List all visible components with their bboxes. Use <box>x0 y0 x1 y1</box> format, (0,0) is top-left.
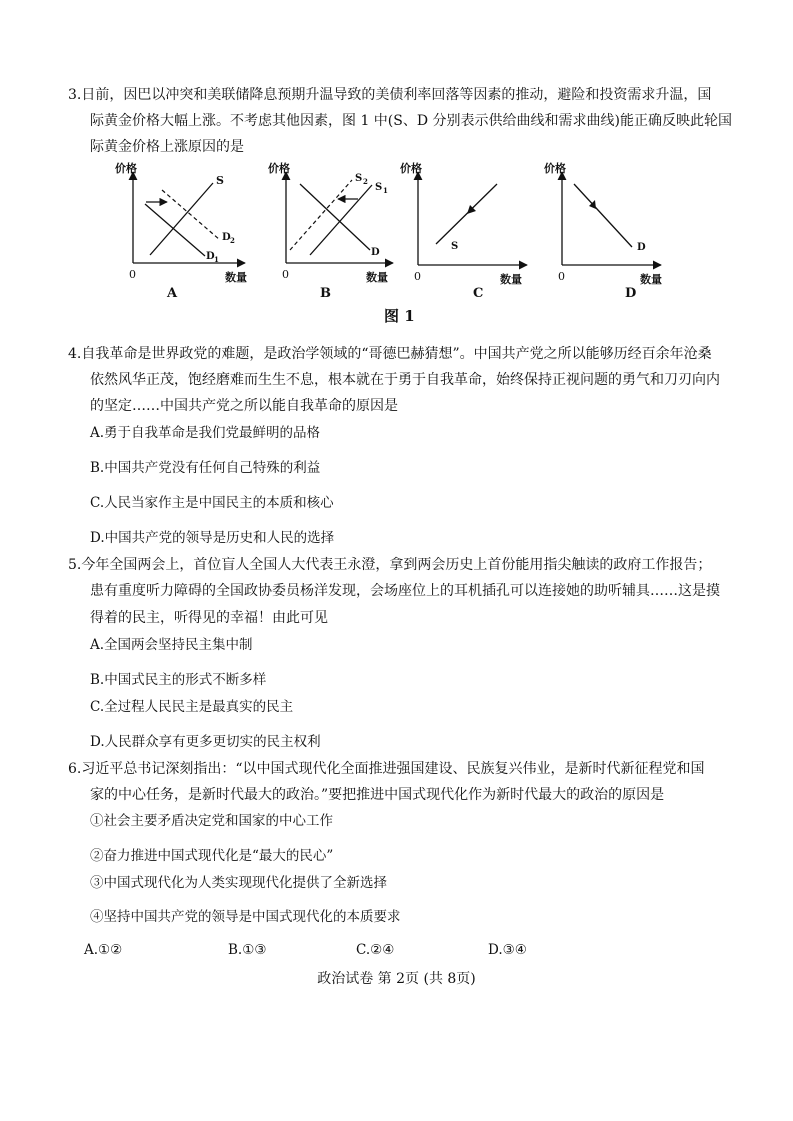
panel-a-label-d2-sub: 2 <box>230 236 235 245</box>
q4-option-a[interactable]: A.勇于自我革命是我们党最鲜明的品格 <box>90 425 321 441</box>
panel-a-supply-curve <box>150 183 213 255</box>
panel-d-origin: 0 <box>558 270 565 283</box>
q5-stem-line1: 5.今年全国两会上，首位盲人全国人大代表王永澄，拿到两会历史上首份能用指尖触读的政府工作报告； <box>68 557 712 573</box>
q6-stem-line1: 6.习近平总书记深刻指出：“以中国式现代化全面推进强国建设、民族复兴伟业，是新时代新征程党和国 <box>68 761 705 777</box>
panel-d-qty-label: 数量 <box>640 273 662 286</box>
q6-statement-1: ①社会主要矛盾决定党和国家的中心工作 <box>90 813 333 829</box>
panel-c-origin: 0 <box>414 270 421 283</box>
q5-stem-line3: 得着的民主，听得见的幸福！由此可见 <box>90 610 328 626</box>
panel-a-origin: 0 <box>129 268 136 281</box>
panel-b-qty-label: 数量 <box>366 271 388 284</box>
panel-d-demand-curve <box>574 184 632 247</box>
panel-b-letter: B <box>320 286 331 301</box>
panel-d-price-label: 价格 <box>544 162 566 175</box>
panel-a-qty-label: 数量 <box>225 271 247 284</box>
panel-a-label-s: S <box>216 174 224 187</box>
panel-b-label-s1: S <box>375 182 383 193</box>
q4-option-d[interactable]: D.中国共产党的领导是历史和人民的选择 <box>90 530 335 546</box>
panel-b-origin: 0 <box>282 268 289 281</box>
q3-stem-line1: 3.日前，因巴以冲突和美联储降息预期升温导致的美债利率回落等因素的推动，避险和投资需求升温，国 <box>68 87 712 103</box>
page-footer: 政治试卷 第 2页 (共 8页) <box>317 971 476 987</box>
q5-option-d[interactable]: D.人民群众享有更多更切实的民主权利 <box>90 734 321 750</box>
q5-option-c[interactable]: C.全过程人民民主是最真实的民主 <box>90 699 294 715</box>
panel-a-demand-d2 <box>162 190 220 240</box>
q6-option-c[interactable]: C.②④ <box>356 942 395 958</box>
q3-stem-line2: 际黄金价格大幅上涨。不考虑其他因素，图 1 中(S、D 分别表示供给曲线和需求曲线)能正确反映此轮国 <box>90 113 732 129</box>
q5-stem-line2: 患有重度听力障碍的全国政协委员杨洋发现，会场座位上的耳机插孔可以连接她的助听辅具……这是摸 <box>90 583 720 599</box>
q4-option-b[interactable]: B.中国共产党没有任何自己特殊的利益 <box>90 460 321 476</box>
q4-stem-line3: 的坚定……中国共产党之所以能自我革命的原因是 <box>90 398 398 414</box>
q5-option-b[interactable]: B.中国式民主的形式不断多样 <box>90 672 267 688</box>
panel-a <box>115 161 247 301</box>
panel-b <box>268 161 393 301</box>
panel-b-label-s2-sub: 2 <box>363 177 368 186</box>
panel-b-supply-s1 <box>310 185 372 255</box>
panel-d-label-d: D <box>637 242 646 253</box>
q3-stem-line3: 际黄金价格上涨原因的是 <box>90 139 244 155</box>
panel-a-label-d1-sub: 1 <box>214 255 219 264</box>
panel-c-supply-curve <box>436 184 497 244</box>
panel-d <box>544 161 662 301</box>
q6-option-a[interactable]: A.①② <box>84 942 123 958</box>
panel-a-label-d2: D <box>222 232 231 243</box>
q6-option-b[interactable]: B.①③ <box>228 942 267 958</box>
panel-c-qty-label: 数量 <box>500 273 522 286</box>
q4-stem-line1: 4.自我革命是世界政党的难题，是政治学领域的“哥德巴赫猜想”。中国共产党之所以能够历经百余年沧桑 <box>68 346 712 362</box>
panel-c <box>400 161 527 301</box>
panel-c-label-s: S <box>451 241 459 252</box>
panel-c-letter: C <box>473 286 484 301</box>
panel-a-letter: A <box>167 286 178 301</box>
q6-statement-4: ④坚持中国共产党的领导是中国式现代化的本质要求 <box>90 909 401 925</box>
q6-statement-3: ③中国式现代化为人类实现现代化提供了全新选择 <box>90 875 387 891</box>
panel-a-price-label: 价格 <box>115 162 137 175</box>
q6-stem-line2: 家的中心任务，是新时代最大的政治。”要把推进中国式现代化作为新时代最大的政治的原因是 <box>90 787 665 803</box>
figure-1-supply-demand <box>0 0 793 330</box>
figure-caption: 图 1 <box>384 307 415 325</box>
panel-c-price-label: 价格 <box>400 162 422 175</box>
panel-b-label-s1-sub: 1 <box>383 186 388 195</box>
q4-stem-line2: 依然风华正茂，饱经磨难而生生不息，根本就在于勇于自我革命，始终保持正视问题的勇气和刀刃向内 <box>90 372 720 388</box>
q6-option-d[interactable]: D.③④ <box>488 942 527 958</box>
panel-a-label-d1: D <box>206 251 215 262</box>
panel-d-letter: D <box>625 286 637 301</box>
panel-b-demand-curve <box>300 184 370 250</box>
panel-b-label-s2: S <box>355 173 363 184</box>
panel-b-price-label: 价格 <box>268 162 290 175</box>
q5-option-a[interactable]: A.全国两会坚持民主集中制 <box>90 637 253 653</box>
q6-statement-2: ②奋力推进中国式现代化是“最大的民心” <box>90 848 334 864</box>
panel-a-demand-d1 <box>145 204 205 256</box>
q4-option-c[interactable]: C.人民当家作主是中国民主的本质和核心 <box>90 495 334 511</box>
panel-b-supply-s2 <box>290 180 352 250</box>
panel-b-label-d: D <box>371 247 380 258</box>
